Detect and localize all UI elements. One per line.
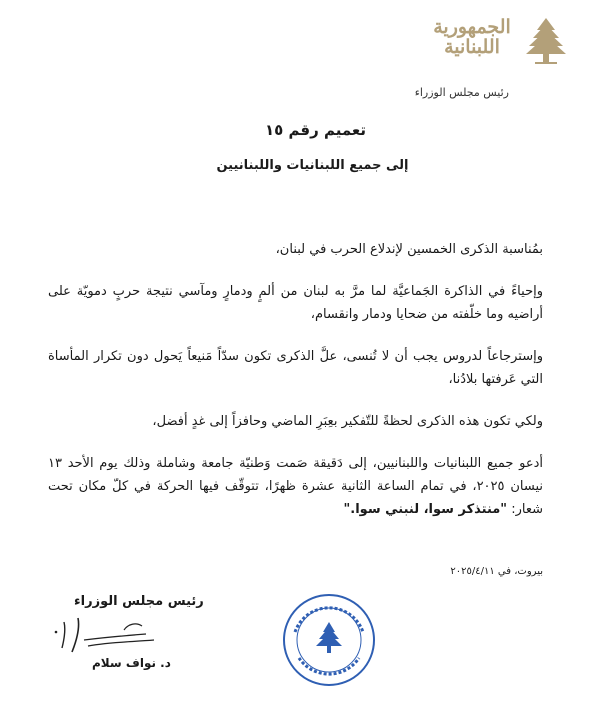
call-text: أدعو جميع اللبنانيات واللبنانيين، إلى دَقيقة صَمت وَطنيّة جامعة وشاملة وذلك يوم الأحد ١٣ نيسان ٢٠٢٥، في تمام الساعة الثانية عشرة ظهرًا، تتوقّف فيها الحركة في كلّ مكان تحت شعار: xyxy=(48,456,543,517)
body-paragraph: ولكي تكون هذه الذكرى لحظةً للتّفكير بعِبَرِ الماضي وحافزاً إلى غدٍ أفضل، xyxy=(152,414,543,429)
crest-line-2: اللبنانية xyxy=(444,35,500,58)
letterhead xyxy=(409,16,569,99)
date-line: بيروت، في ٢٠٢٥/٤/١١ xyxy=(450,566,543,577)
crest-wordmark xyxy=(427,18,517,58)
body-paragraph: بمُناسبة الذكرى الخمسين لإندلاع الحرب في لبنان، xyxy=(275,242,543,257)
circular-body xyxy=(48,238,543,540)
body-paragraph: وإسترجاعاً لدروس يجب أن لا تُنسى، علَّ الذكرى تكون سدّاً مَنيعاً يَحول دون تكرار المأساة التي عَرفتها بلادُنا، xyxy=(48,349,543,387)
recipients-line: إلى جميع اللبنانيات واللبنانيين xyxy=(216,158,409,173)
body-paragraph: وإحياءً في الذاكرة الجَماعيَّة لما مرَّ به لبنان من ألمٍ ودمارٍ ومآسي نتيجة حربٍ دمويّة على أراضيه وما خلّفته من ضحايا ودمار وانقسام، xyxy=(48,284,543,322)
circular-title: تعميم رقم ١٥ xyxy=(264,121,367,139)
official-stamp xyxy=(281,592,377,688)
call-paragraph xyxy=(48,452,543,521)
cedar-icon xyxy=(523,16,569,68)
signatory-title: رئيس مجلس الوزراء xyxy=(74,594,204,609)
slogan: "منتذكر سوا، لنبني سوا." xyxy=(343,502,508,517)
handwritten-signature xyxy=(50,612,170,660)
signatory-name: د. نواف سلام xyxy=(92,656,171,670)
crest-line-1: الجمهورية xyxy=(433,16,511,38)
letterhead-office: رئيس مجلس الوزراء xyxy=(414,86,509,99)
